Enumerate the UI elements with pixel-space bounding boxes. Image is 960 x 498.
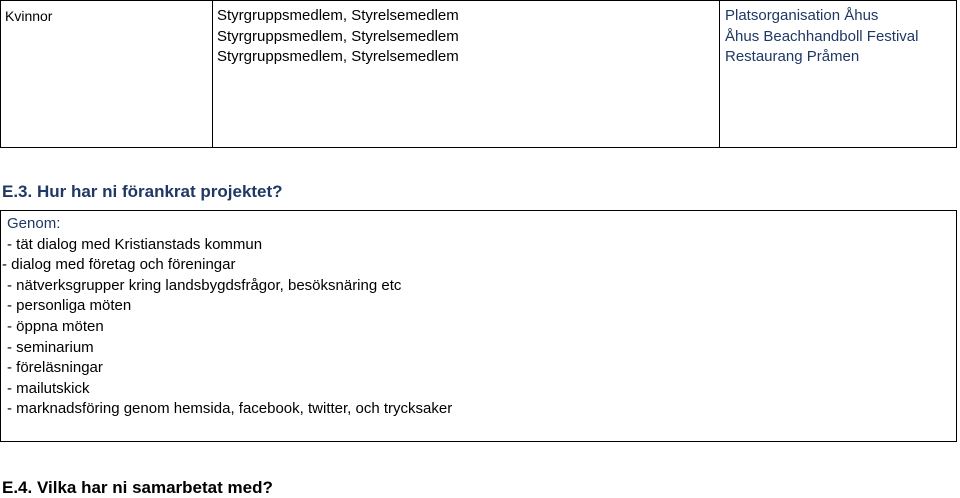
gender-cell: Kvinnor <box>5 8 53 24</box>
answer-intro: Genom: <box>7 215 61 232</box>
list-item: - dialog med företag och föreningar <box>2 256 236 274</box>
list-item: - mailutskick <box>7 379 90 397</box>
list-item: - seminarium <box>7 338 94 356</box>
section-heading-e4: E.4. Vilka har ni samarbetat med? <box>2 478 273 497</box>
role-line: Styrgruppsmedlem, Styrelsemedlem <box>217 27 459 45</box>
role-line: Styrgruppsmedlem, Styrelsemedlem <box>217 7 459 24</box>
list-item: - personliga möten <box>7 297 132 315</box>
list-item: - föreläsningar <box>7 359 103 377</box>
organization-line: Restaurang Pråmen <box>725 48 860 65</box>
organization-line: Åhus Beachhandboll Festival <box>725 27 919 45</box>
organization-table <box>0 0 957 148</box>
role-line: Styrgruppsmedlem, Styrelsemedlem <box>217 48 459 65</box>
answer-box-e3 <box>0 210 957 442</box>
list-item: - öppna möten <box>7 317 104 335</box>
table-divider <box>212 1 213 147</box>
list-item: - nätverksgrupper kring landsbygdsfrågor, besöksnäring etc <box>7 276 402 294</box>
list-item: - tät dialog med Kristianstads kommun <box>7 235 263 253</box>
answer-text <box>2 214 453 420</box>
organization-line: Platsorganisation Åhus <box>725 7 879 24</box>
list-item: - marknadsföring genom hemsida, facebook, twitter, och trycksaker <box>7 400 453 418</box>
table-divider <box>719 1 720 147</box>
organization-cell <box>725 6 918 68</box>
role-cell <box>217 6 459 68</box>
section-heading-e3: E.3. Hur har ni förankrat projektet? <box>2 182 283 201</box>
